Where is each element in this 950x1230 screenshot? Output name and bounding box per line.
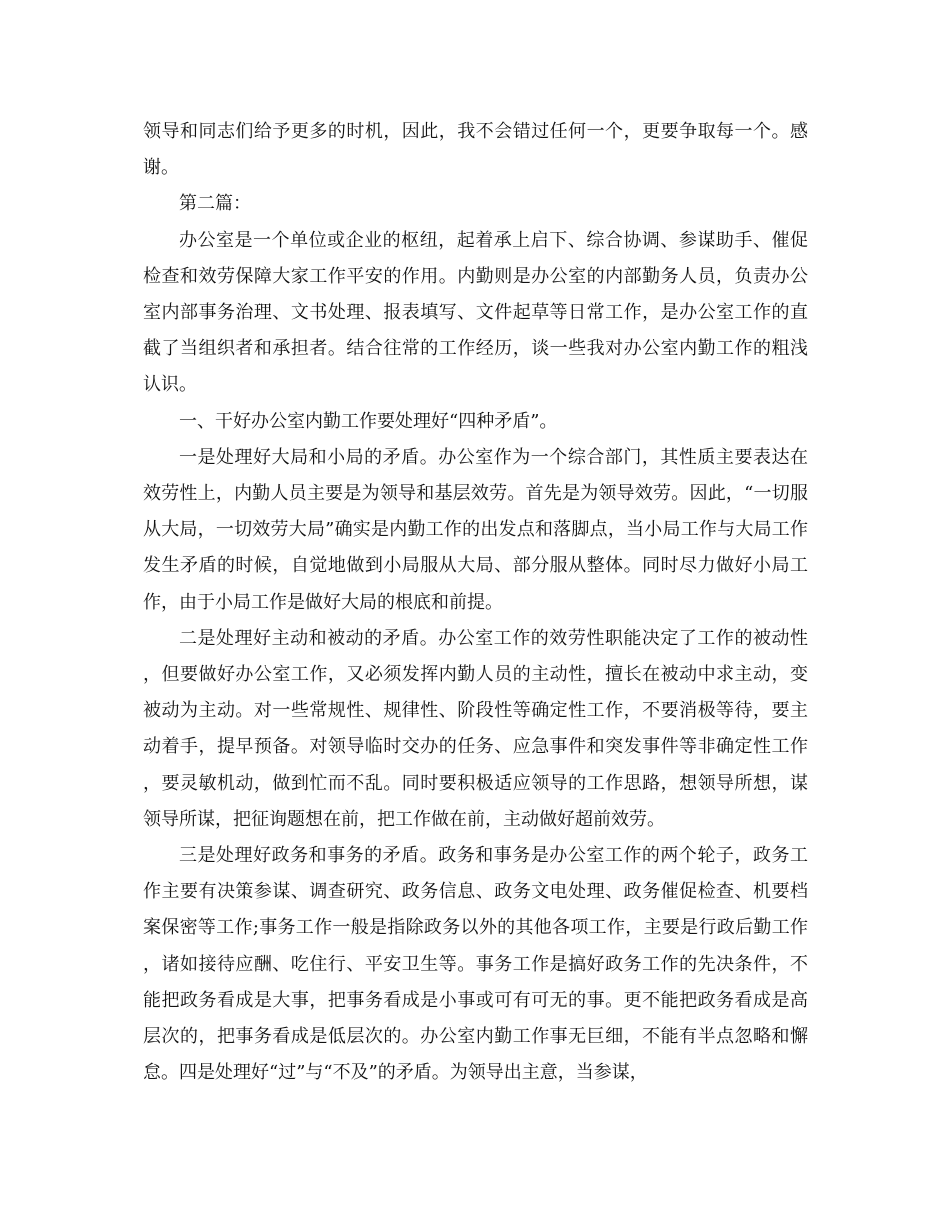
paragraph-closing: 领导和同志们给予更多的时机，因此，我不会错过任何一个，更要争取每一个。感谢。 [143, 121, 808, 179]
document-body [143, 114, 808, 1091]
section-heading-four-contradictions: 一、干好办公室内勤工作要处理好“四种矛盾”。 [179, 410, 558, 432]
paragraph-government-affairs: 三是处理好政务和事务的矛盾。政务和事务是办公室工作的两个轮子，政务工作主要有决策参谋、调查研究、政务信息、政务文电处理、政务催促检查、机要档案保密等工作;事务工作一般是指除政务以外的其他各项工作，主要是行政后勤工作，诸如接待应酬、吃住行、平安卫生等。事务工作是搞好政务工作的先决条件，不能把政务看成是大事，把事务看成是小事或可有可无的事。更不能把政务看成是高层次的，把事务看成是低层次的。办公室内勤工作事无巨细，不能有半点忽略和懈怠。四是处理好“过”与“不及”的矛盾。为领导出主意，当参谋， [143, 845, 808, 1084]
section-heading-part-two: 第二篇： [179, 193, 251, 215]
paragraph-intro: 办公室是一个单位或企业的枢纽，起着承上启下、综合协调、参谋助手、催促检查和效劳保障大家工作平安的作用。内勤则是办公室的内部勤务人员，负责办公室内部事务治理、文书处理、报表填写、文件起草等日常工作，是办公室工作的直截了当组织者和承担者。结合往常的工作经历，谈一些我对办公室内勤工作的粗浅认识。 [143, 229, 808, 396]
paragraph-big-small-picture: 一是处理好大局和小局的矛盾。办公室作为一个综合部门，其性质主要表达在效劳性上，内勤人员主要是为领导和基层效劳。首先是为领导效劳。因此，“一切服从大局，一切效劳大局”确实是内勤工作的出发点和落脚点，当小局工作与大局工作发生矛盾的时候，自觉地做到小局服从大局、部分服从整体。同时尽力做好小局工作，由于小局工作是做好大局的根底和前提。 [143, 446, 808, 613]
paragraph-active-passive: 二是处理好主动和被动的矛盾。办公室工作的效劳性职能决定了工作的被动性，但要做好办公室工作，又必须发挥内勤人员的主动性，擅长在被动中求主动，变被动为主动。对一些常规性、规律性、阶段性等确定性工作，不要消极等待，要主动着手，提早预备。对领导临时交办的任务、应急事件和突发事件等非确定性工作，要灵敏机动，做到忙而不乱。同时要积极适应领导的工作思路，想领导所想，谋领导所谋，把征询题想在前，把工作做在前，主动做好超前效劳。 [143, 627, 808, 830]
